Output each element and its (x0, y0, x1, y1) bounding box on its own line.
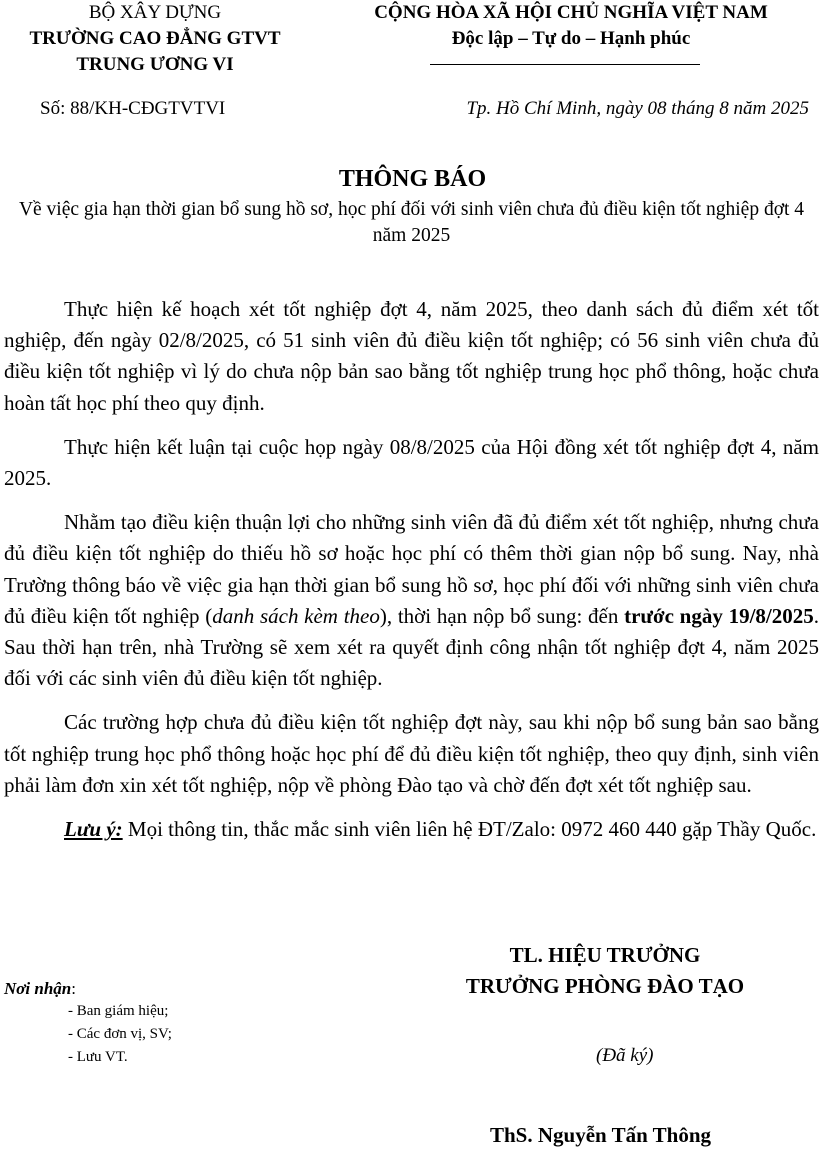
paragraph-4: Các trường hợp chưa đủ điều kiện tốt nghiệp đợt này, sau khi nộp bổ sung bản sao bằng tốt nghiệp trung học phổ thông hoặc học phí để đủ điều kiện tốt nghiệp, theo quy định, sinh viên phải làm đơn xin xét tốt nghiệp, nộp về phòng Đào tạo và chờ đến đợt xét tốt nghiệp sau. (4, 710, 819, 797)
country-name: CỘNG HÒA XÃ HỘI CHỦ NGHĨA VIỆT NAM (374, 2, 768, 23)
paragraph-3-text-b: ), thời hạn nộp bổ sung: đến (379, 603, 625, 628)
motto: Độc lập – Tự do – Hạnh phúc (451, 28, 691, 49)
document-number: Số: 88/KH-CĐGTVTVI (40, 98, 226, 119)
deadline: trước ngày 19/8/2025 (624, 603, 814, 628)
paragraph-2: Thực hiện kết luận tại cuộc họp ngày 08/8/2025 của Hội đồng xét tốt nghiệp đợt 4, năm 2025. (4, 434, 819, 491)
recipients-label: Nơi nhận (4, 979, 72, 998)
recipients-heading (4, 978, 76, 1000)
paragraph-3-text-c: . Sau thời hạn trên, nhà Trường sẽ xem xét ra quyết định công nhận tốt nghiệp đợt 4, năm 2025 đối với các sinh viên đủ điều kiện tốt nghiệp. (4, 603, 819, 691)
signature-title-2: TRƯỞNG PHÒNG ĐÀO TẠO (465, 974, 745, 998)
paragraph-3-text-a: Nhằm tạo điều kiện thuận lợi cho những sinh viên đã đủ điểm xét tốt nghiệp, nhưng chưa đủ điều kiện tốt nghiệp do thiếu hồ sơ hoặc học phí có thêm thời gian nộp bổ sung. Nay, nhà Trường thông báo về việc gia hạn thời gian bổ sung hồ sơ, học phí đối với những sinh viên chưa đủ điều kiện tốt nghiệp ( (4, 510, 819, 628)
signed-note: (Đã ký) (596, 1045, 654, 1066)
place-and-date: Tp. Hồ Chí Minh, ngày 08 tháng 8 năm 2025 (466, 98, 809, 119)
ministry-name: BỘ XÂY DỰNG (88, 2, 222, 23)
motto-underline (430, 64, 700, 65)
school-name-line-2: TRUNG ƯƠNG VI (76, 54, 234, 75)
signer-name: ThS. Nguyễn Tấn Thông (490, 1123, 712, 1147)
note-text: Mọi thông tin, thắc mắc sinh viên liên hệ ĐT/Zalo: 0972 460 440 gặp Thầy Quốc. (122, 817, 817, 842)
attachment-reference: danh sách kèm theo (212, 603, 380, 628)
document-subtitle: Về việc gia hạn thời gian bổ sung hồ sơ, học phí đối với sinh viên chưa đủ điều kiện tốt nghiệp đợt 4 năm 2025 (18, 199, 805, 246)
recipients-list (68, 1000, 172, 1069)
document-body (4, 294, 819, 858)
note-label: Lưu ý: (64, 817, 123, 842)
document-title: THÔNG BÁO (338, 166, 487, 192)
recipients-colon: : (71, 979, 76, 998)
recipient-item: - Các đơn vị, SV; (68, 1023, 172, 1046)
paragraph-1: Thực hiện kế hoạch xét tốt nghiệp đợt 4, năm 2025, theo danh sách đủ điểm xét tốt nghiệp, đến ngày 02/8/2025, có 51 sinh viên đủ điều kiện tốt nghiệp; có 56 sinh viên chưa đủ điều kiện tốt nghiệp vì lý do chưa nộp bản sao bằng tốt nghiệp trung học phổ thông, hoặc chưa hoàn tất học phí theo quy định. (4, 297, 819, 415)
national-motto-block (326, 0, 816, 52)
paragraph-3 (4, 507, 819, 694)
signature-title-block (430, 940, 780, 1002)
school-name-line-1: TRƯỜNG CAO ĐẲNG GTVT (29, 28, 281, 49)
issuer-block (0, 0, 310, 78)
recipient-item: - Lưu VT. (68, 1046, 172, 1069)
recipient-item: - Ban giám hiệu; (68, 1000, 172, 1023)
signature-title-1: TL. HIỆU TRƯỞNG (509, 943, 701, 967)
note-paragraph (4, 814, 819, 845)
